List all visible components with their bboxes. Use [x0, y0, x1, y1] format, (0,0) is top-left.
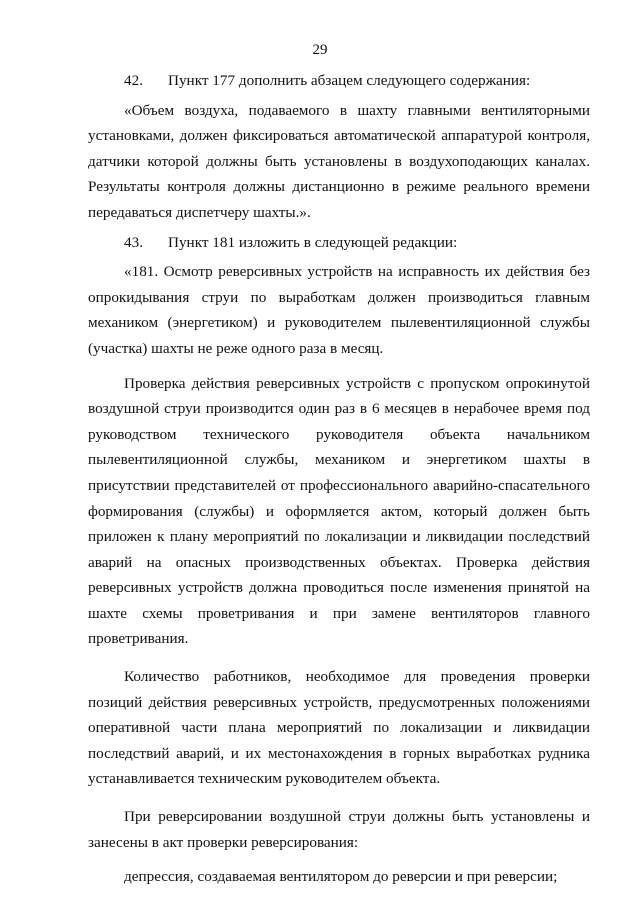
paragraph-reversal-check: Проверка действия реверсивных устройств с пропуском опрокинутой воздушной струи производится один раз в 6 месяцев в нерабочее время под руководством технического руководителя объекта начальником пылевентиляционной службы, механиком и энергетиком шахты в присутствии представителей от профессионального аварийно-спасательного формирования (службы) и оформляется актом, который должен быть приложен к плану мероприятий по локализации и ликвидации последствий аварий на опасных производственных объектах. Проверка действия реверсивных устройств должна проводиться после изменения принятой на шахте схемы проветривания и при замене вентиляторов главного проветривания.: [88, 374, 590, 648]
document-body: [88, 68, 590, 890]
paragraph-quote-air-volume: «Объем воздуха, подаваемого в шахту главными вентиляторными установками, должен фиксироваться автоматической аппаратурой контроля, датчики которой должны быть установлены в воздухоподающих каналах. Результаты контроля должны дистанционно в режиме реального времени передаваться диспетчеру шахты.».: [88, 101, 590, 221]
paragraph-181-inspection: «181. Осмотр реверсивных устройств на исправность их действия без опрокидывания струи по выработкам должен производиться главным механиком (энергетиком) и руководителем пылевентиляционной службы (участка) шахты не реже одного раза в месяц.: [88, 263, 590, 357]
item-text: Пункт 177 дополнить абзацем следующего содержания:: [168, 72, 531, 89]
item-number: 43.: [124, 233, 143, 251]
list-item-depression: депрессия, создаваемая вентилятором до реверсии и при реверсии;: [124, 868, 558, 886]
paragraph-workers-count: Количество работников, необходимое для проведения проверки позиций действия реверсивных устройств, предусмотренных положениями оперативной части плана мероприятий по локализации и ликвидации последствий аварий, и их местонахождения в горных выработках рудника устанавливается техническим руководителем объекта.: [88, 668, 590, 788]
item-43: [88, 230, 590, 256]
item-42: [88, 68, 590, 94]
page-number: 29: [312, 42, 328, 58]
paragraph-reversal-parameters: При реверсировании воздушной струи должны быть установлены и занесены в акт проверки реверсирования:: [88, 808, 590, 851]
item-text: Пункт 181 изложить в следующей редакции:: [168, 233, 458, 251]
item-number: 42.: [124, 72, 143, 89]
